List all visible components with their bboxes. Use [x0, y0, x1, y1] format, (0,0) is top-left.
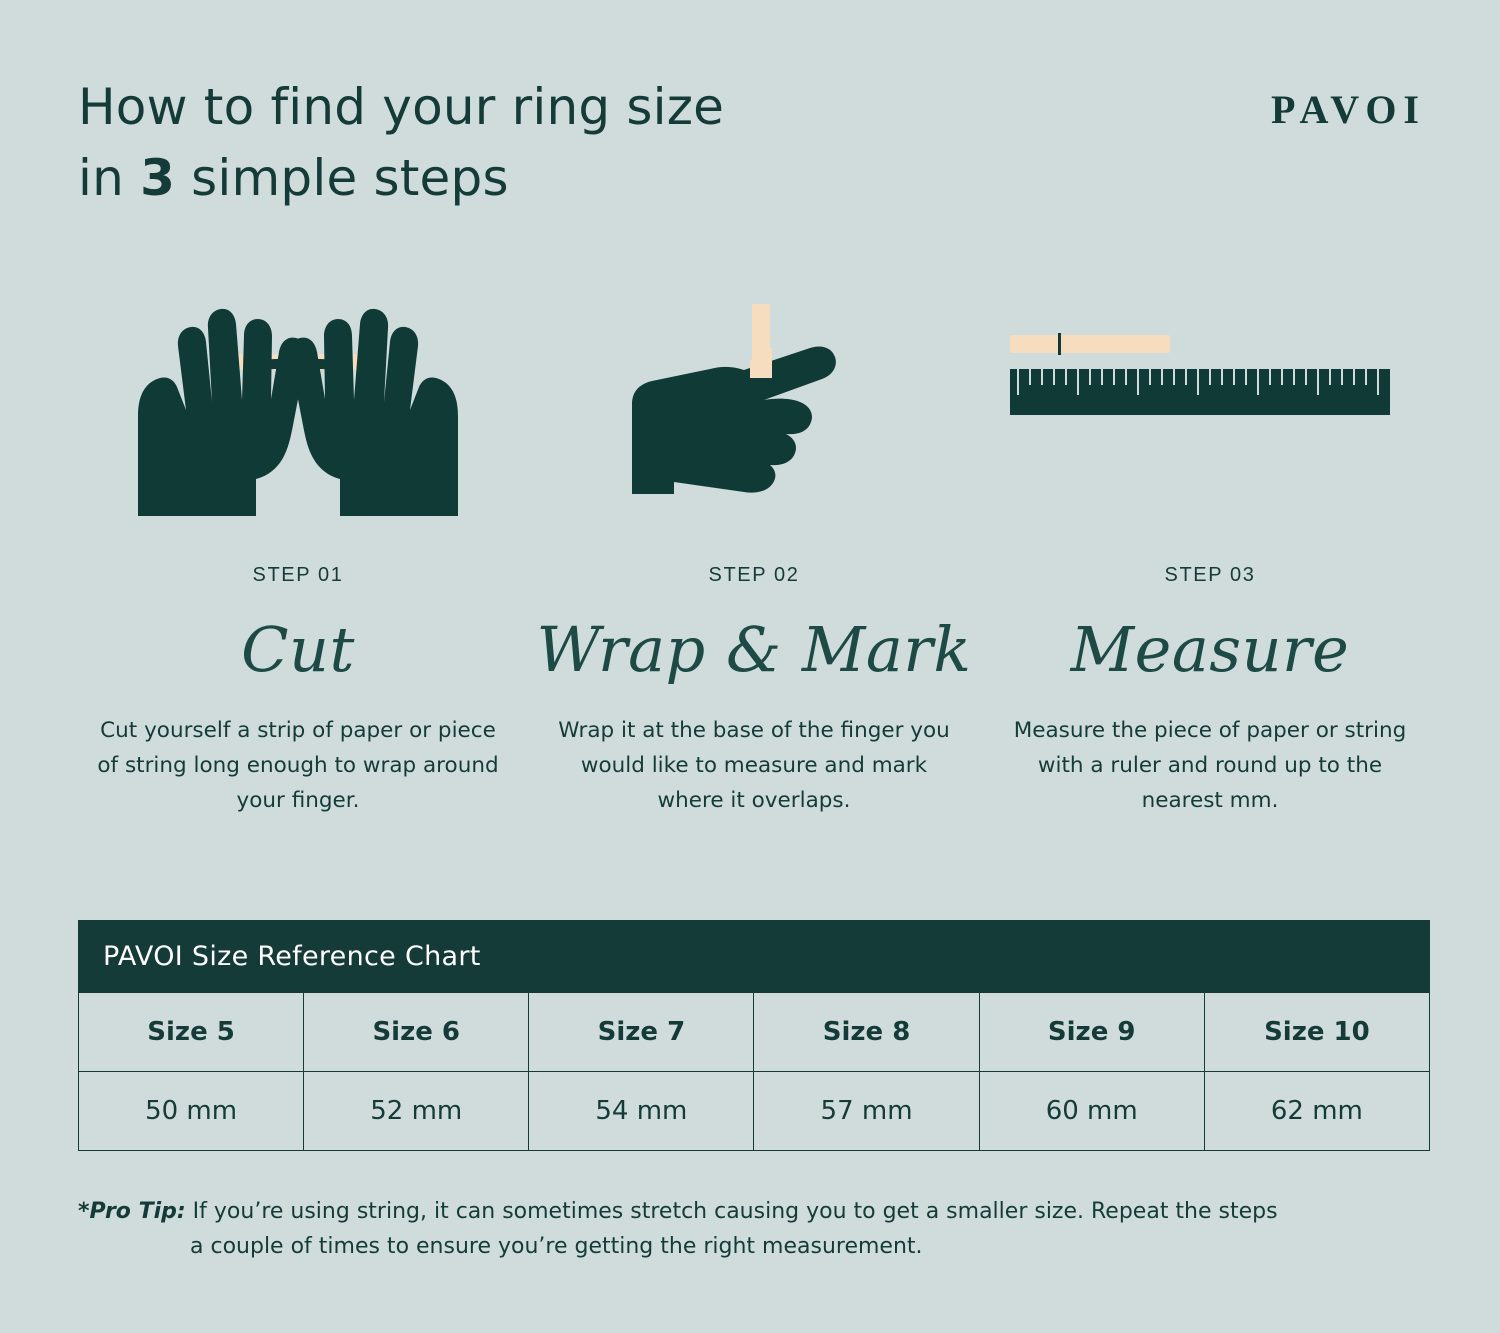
- column-header-size-9: Size 9: [979, 993, 1204, 1072]
- step-02-illustration: [534, 280, 974, 542]
- cell-size-7-mm: 54 mm: [529, 1072, 754, 1151]
- step-03-title: Measure: [1070, 613, 1350, 686]
- step-03-description: Measure the piece of paper or string with a ruler and round up to the nearest mm.: [1013, 718, 1407, 813]
- column-header-size-7: Size 7: [529, 993, 754, 1072]
- page-header: [78, 72, 1430, 214]
- step-03: [990, 280, 1430, 818]
- table-row: [79, 1072, 1430, 1151]
- headline-line-1: How to find your ring size: [78, 78, 725, 136]
- cell-size-6-mm: 52 mm: [304, 1072, 529, 1151]
- step-02-label: STEP 02: [708, 564, 800, 586]
- brand-logo: PAVOI: [1271, 87, 1426, 132]
- column-header-size-8: Size 8: [754, 993, 979, 1072]
- table-header-row: [79, 993, 1430, 1072]
- step-02-description: Wrap it at the base of the finger you would like to measure and mark where it overlaps.: [558, 718, 950, 813]
- pro-tip-label: *Pro Tip:: [78, 1199, 186, 1224]
- step-01-title: Cut: [241, 613, 355, 686]
- table-title: PAVOI Size Reference Chart: [79, 921, 1430, 993]
- step-01-description: Cut yourself a strip of paper or piece of string long enough to wrap around your finger.: [97, 718, 499, 813]
- ruler-measuring-strip-icon: [1010, 321, 1410, 501]
- step-01: [78, 280, 518, 818]
- step-01-label: STEP 01: [252, 564, 344, 586]
- headline-step-count: 3: [140, 149, 176, 207]
- step-02-title: Wrap & Mark: [536, 613, 972, 686]
- headline-line-2-post: simple steps: [175, 149, 509, 207]
- size-reference-chart: [78, 920, 1430, 1151]
- step-03-illustration: [990, 280, 1430, 542]
- column-header-size-5: Size 5: [79, 993, 304, 1072]
- step-03-label: STEP 03: [1164, 564, 1256, 586]
- cell-size-5-mm: 50 mm: [79, 1072, 304, 1151]
- headline-line-2-pre: in: [78, 149, 141, 207]
- step-01-illustration: [78, 280, 518, 542]
- cell-size-8-mm: 57 mm: [754, 1072, 979, 1151]
- hand-wrapping-strip-around-finger-icon: [614, 286, 894, 536]
- column-header-size-6: Size 6: [304, 993, 529, 1072]
- column-header-size-10: Size 10: [1204, 993, 1429, 1072]
- page-title: [78, 72, 724, 214]
- cell-size-9-mm: 60 mm: [979, 1072, 1204, 1151]
- pro-tip-line-2: a couple of times to ensure you’re getting the right measurement.: [190, 1233, 923, 1259]
- headline-line-2: [78, 143, 724, 214]
- cell-size-10-mm: 62 mm: [1204, 1072, 1429, 1151]
- step-02: [534, 280, 974, 818]
- table-title-row: [79, 921, 1430, 993]
- steps-row: [78, 280, 1430, 818]
- size-chart-table: [78, 920, 1430, 1151]
- pro-tip: [78, 1195, 1422, 1265]
- pro-tip-line-1: If you’re using string, it can sometimes stretch causing you to get a smaller size. Repeat the steps: [192, 1199, 1278, 1224]
- two-hands-holding-paper-strip-icon: [108, 286, 488, 536]
